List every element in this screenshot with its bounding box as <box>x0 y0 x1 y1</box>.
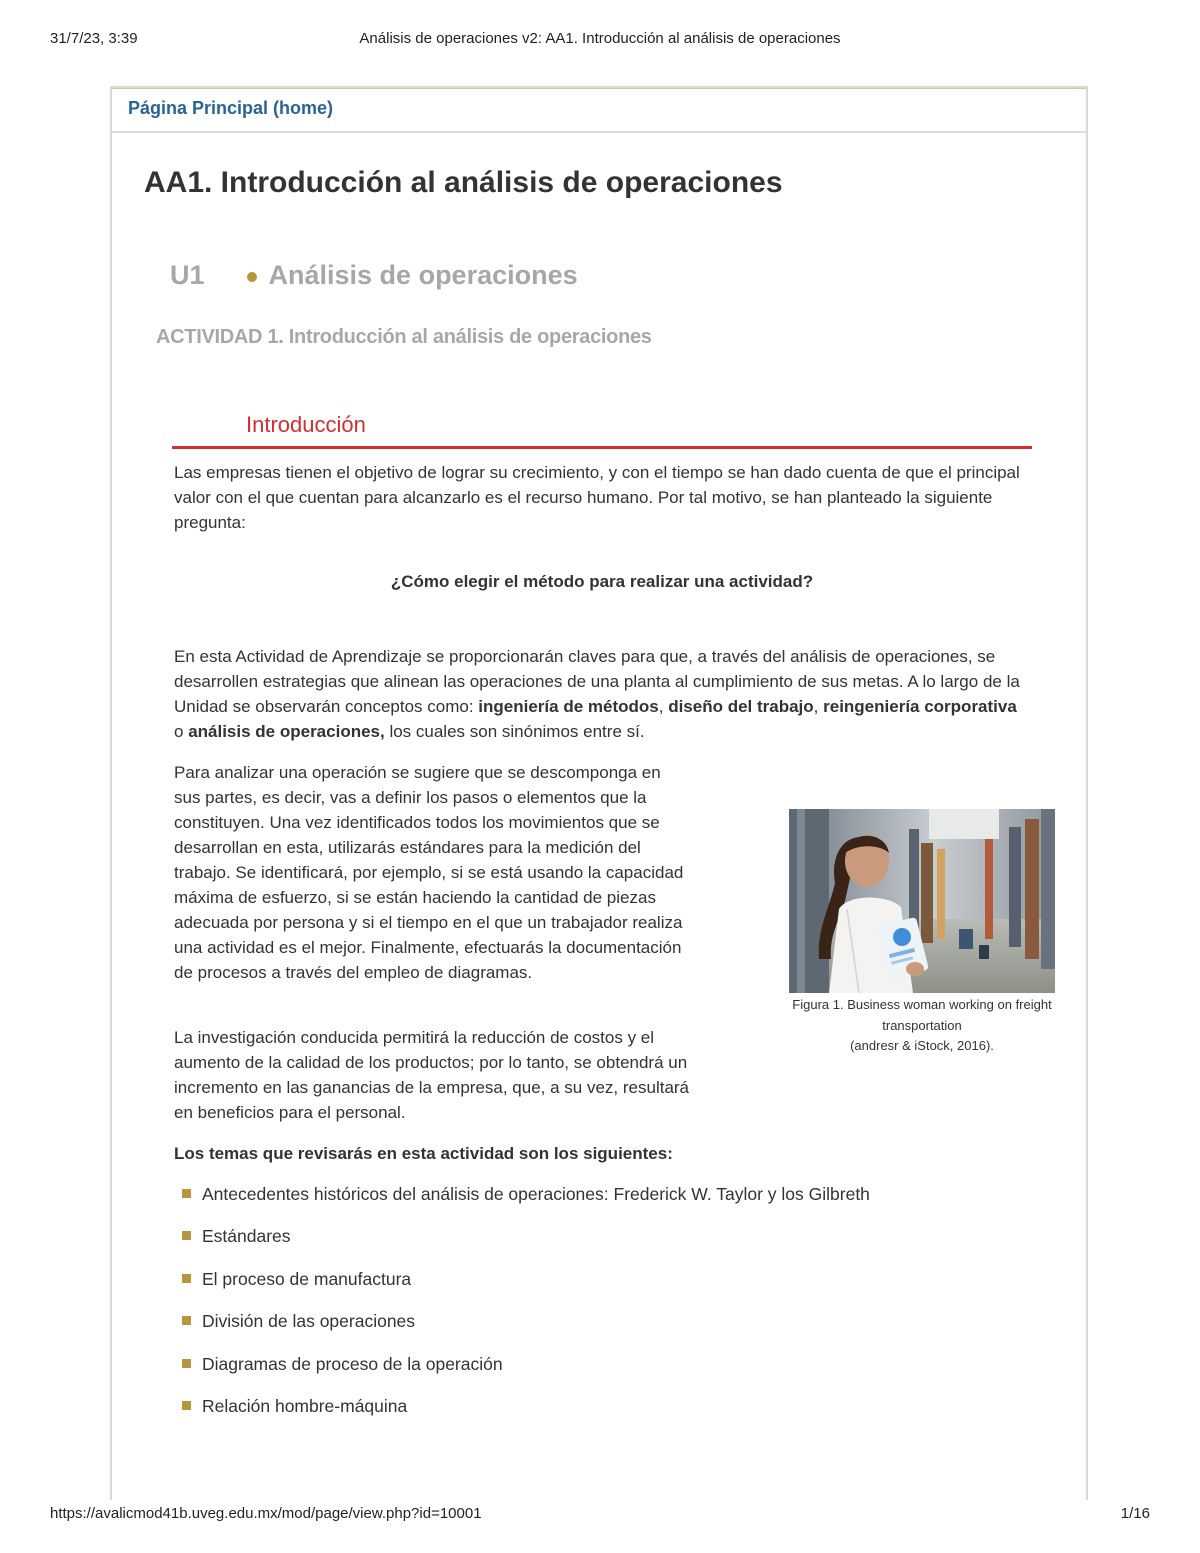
method-sep-1: , <box>658 697 669 716</box>
topic-label: Estándares <box>202 1226 291 1247</box>
navbar <box>112 88 1086 133</box>
list-item <box>182 1182 870 1224</box>
square-bullet-icon <box>182 1189 191 1198</box>
analyze-paragraph: Para analizar una operación se sugiere que se descomponga en sus partes, es decir, vas a definir los pasos o elementos que la constituyen. Una vez identificados todos los movimientos que se desarrollan en esta, utilizarás estándares para la medición del trabajo. Se identificará, por ejemplo, si se está usando la capacidad máxima de esfuerzo, si se están haciendo la cantidad de piezas adecuada por persona y si el tiempo en el que un trabajador realiza una actividad es el mejor. Finalmente, efectuarás la documentación de procesos a través del empleo de diagramas. <box>174 763 684 982</box>
square-bullet-icon <box>182 1316 191 1325</box>
square-bullet-icon <box>182 1274 191 1283</box>
list-item <box>182 1224 870 1266</box>
page-number: 1/16 <box>1120 1505 1150 1522</box>
method-sep-2: , <box>813 697 824 716</box>
term-diseno-trabajo: diseño del trabajo <box>668 697 814 716</box>
square-bullet-icon <box>182 1401 191 1410</box>
list-item <box>182 1267 870 1309</box>
figure <box>788 809 1056 1057</box>
square-bullet-icon <box>182 1231 191 1240</box>
list-item <box>182 1352 870 1394</box>
method-text-2: los cuales son sinónimos entre sí. <box>384 722 645 741</box>
method-text-1: En esta Actividad de Aprendizaje se proporcionarán claves para que, a través del análisis de operaciones, se desarrollen estrategias que alinean las operaciones de una planta al cumplimiento de sus metas. A lo largo de la Unidad se observarán conceptos como: <box>174 647 1020 716</box>
term-analisis-operaciones: análisis de operaciones, <box>188 722 385 741</box>
square-bullet-icon <box>182 1359 191 1368</box>
page-title: AA1. Introducción al análisis de operaciones <box>144 166 783 199</box>
list-item <box>182 1394 870 1436</box>
caption-line-2: (andresr & iStock, 2016). <box>850 1038 994 1053</box>
activity-heading: ACTIVIDAD 1. Introducción al análisis de operaciones <box>156 326 652 348</box>
caption-line-1: Figura 1. Business woman working on freight transportation <box>792 997 1052 1033</box>
warehouse-photo <box>789 809 1055 993</box>
intro-paragraph: Las empresas tienen el objetivo de lograr su crecimiento, y con el tiempo se han dado cuenta de que el principal valor con el que cuentan para alcanzarlo es el recurso humano. Por tal motivo, se han planteado la siguiente pregunta: <box>174 463 1020 532</box>
page-frame <box>110 86 1088 1500</box>
section-divider <box>172 446 1032 449</box>
figure-caption <box>788 995 1056 1057</box>
term-ingenieria-metodos: ingeniería de métodos <box>478 697 659 716</box>
topic-label: El proceso de manufactura <box>202 1268 412 1289</box>
unit-label: U1 <box>170 260 205 290</box>
section-title: Introducción <box>246 412 366 437</box>
topic-label: División de las operaciones <box>202 1311 416 1332</box>
topic-label: Diagramas de proceso de la operación <box>202 1353 503 1374</box>
print-url: https://avalicmod41b.uveg.edu.mx/mod/page/view.php?id=10001 <box>50 1505 482 1522</box>
unit-name: Análisis de operaciones <box>268 260 578 290</box>
method-sep-3: o <box>174 722 189 741</box>
topics-title: Los temas que revisarás en esta actividad son los siguientes: <box>174 1144 673 1163</box>
print-header <box>50 30 1150 50</box>
term-reingenieria: reingeniería corporativa <box>823 697 1017 716</box>
method-paragraph <box>174 644 1030 744</box>
unit-heading <box>170 260 578 291</box>
topics-list <box>182 1182 870 1436</box>
print-datetime: 31/7/23, 3:39 <box>50 30 138 47</box>
print-document-title: Análisis de operaciones v2: AA1. Introducción al análisis de operaciones <box>359 30 841 47</box>
topic-label: Relación hombre-máquina <box>202 1395 408 1416</box>
home-link[interactable]: Página Principal (home) <box>128 98 334 118</box>
print-footer <box>50 1505 1150 1525</box>
research-paragraph: La investigación conducida permitirá la reducción de costos y el aumento de la calidad de los productos; por lo tanto, se obtendrá un incremento en las ganancias de la empresa, que, a su vez, resultará en beneficios para el personal. <box>174 1028 690 1122</box>
key-question: ¿Cómo elegir el método para realizar una actividad? <box>390 572 814 591</box>
list-item <box>182 1309 870 1351</box>
bullet-dot-icon <box>247 272 257 282</box>
topic-label: Antecedentes históricos del análisis de operaciones: Frederick W. Taylor y los Gilbreth <box>202 1184 870 1204</box>
